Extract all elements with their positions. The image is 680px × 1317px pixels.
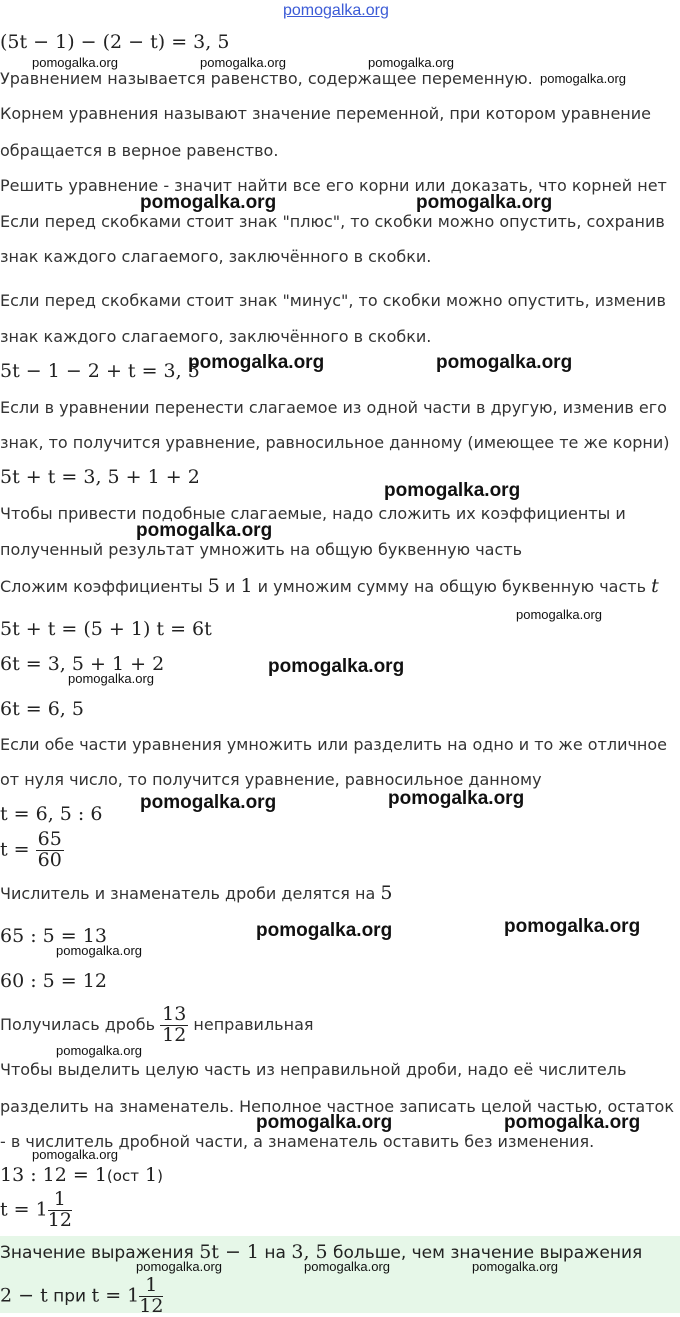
watermark: pomogalka.org xyxy=(256,920,393,941)
site-link[interactable]: pomogalka.org xyxy=(283,2,389,19)
watermark: pomogalka.org xyxy=(416,192,553,213)
answer-expr4: t = 1 xyxy=(91,1284,140,1307)
answer-line2 xyxy=(0,1276,163,1317)
watermark: pomogalka.org xyxy=(540,71,626,86)
combine-line xyxy=(0,575,659,597)
reduce-line xyxy=(0,882,392,904)
step-expand: 5t − 1 − 2 + t = 3, 5 xyxy=(0,360,200,382)
step-combine: 5t + t = (5 + 1) t = 6t xyxy=(0,618,212,640)
plus-rule-line1: Если перед скобками стоит знак "плюс", то скобки можно опустить, сохранив xyxy=(0,212,665,231)
answer-expr3: 2 − t xyxy=(0,1284,48,1307)
fraction-numerator: 65 xyxy=(37,828,62,850)
step-fraction-lhs: t = xyxy=(0,838,30,861)
watermark: pomogalka.org xyxy=(136,520,273,541)
answer-p4: при xyxy=(53,1286,87,1307)
combine-prefix: Сложим коэффициенты xyxy=(0,577,203,596)
watermark: pomogalka.org xyxy=(504,916,641,937)
answer-numerator: 1 xyxy=(139,1276,163,1297)
plus-rule-line2: знак каждого слагаемого, заключённого в скобки. xyxy=(0,247,432,266)
answer-denominator: 12 xyxy=(139,1294,164,1317)
improper-denominator: 12 xyxy=(162,1023,187,1046)
step-transfer: 5t + t = 3, 5 + 1 + 2 xyxy=(0,466,200,488)
watermark: pomogalka.org xyxy=(516,607,602,622)
combine-coef-b: 1 xyxy=(240,575,253,597)
solve-definition: Решить уравнение - значит найти все его корни или доказать, что корней нет xyxy=(0,176,667,195)
divide-rule-line2: от нуля число, то получится уравнение, равносильное данному xyxy=(0,770,542,789)
reduce-value: 5 xyxy=(380,882,393,904)
def-equation: Уравнением называется равенство, содержащее переменную. xyxy=(0,69,533,88)
remainder-value: 1 xyxy=(144,1164,158,1186)
step-whole-expr: 13 : 12 = 1 xyxy=(0,1164,107,1186)
answer-p3: больше, чем значение выражения xyxy=(333,1243,643,1263)
whole-rule-line2: разделить на знаменатель. Неполное частное записать целой частью, остаток xyxy=(0,1097,674,1116)
watermark: pomogalka.org xyxy=(256,1112,393,1133)
watermark: pomogalka.org xyxy=(304,1259,390,1274)
improper-suffix: неправильная xyxy=(193,1014,314,1034)
step-numerator-division: 65 : 5 = 13 xyxy=(0,925,107,947)
watermark: pomogalka.org xyxy=(56,943,142,958)
step-divide: t = 6, 5 : 6 xyxy=(0,803,103,825)
step-constants: 6t = 3, 5 + 1 + 2 xyxy=(0,653,165,675)
like-terms-line1: Чтобы привести подобные слагаемые, надо сложить их коэффициенты и xyxy=(0,504,626,523)
watermark: pomogalka.org xyxy=(188,352,325,373)
def-root-line2: обращается в верное равенство. xyxy=(0,141,279,160)
answer-p2: на xyxy=(264,1243,286,1263)
watermark: pomogalka.org xyxy=(56,1043,142,1058)
improper-line xyxy=(0,1005,314,1046)
whole-rule-line1: Чтобы выделить целую часть из неправильной дроби, надо её числитель xyxy=(0,1060,627,1079)
remainder-close: ) xyxy=(157,1167,163,1185)
combine-and: и xyxy=(224,577,236,596)
step-whole-part xyxy=(0,1164,163,1186)
answer-expr2: 3, 5 xyxy=(291,1241,328,1263)
watermark: pomogalka.org xyxy=(268,656,405,677)
def-root-line1: Корнем уравнения называют значение переменной, при котором уравнение xyxy=(0,104,652,123)
whole-rule-line3: - в числитель дробной части, а знаменатель оставить без изменения. xyxy=(0,1132,595,1151)
like-terms-line2: полученный результат умножить на общую буквенную часть xyxy=(0,540,523,559)
equation-main: (5t − 1) − (2 − t) = 3, 5 xyxy=(0,31,230,53)
step-denominator-division: 60 : 5 = 12 xyxy=(0,970,107,992)
mixed-fraction xyxy=(48,1190,72,1231)
remainder-open: (ост xyxy=(106,1167,139,1185)
combine-coef-a: 5 xyxy=(207,575,220,597)
answer-fraction xyxy=(139,1276,163,1317)
transfer-rule-line2: знак, то получится уравнение, равносильное данному (имеющее те же корни) xyxy=(0,433,670,452)
watermark: pomogalka.org xyxy=(472,1259,558,1274)
fraction-65-60 xyxy=(36,830,64,871)
watermark: pomogalka.org xyxy=(504,1112,641,1133)
fraction-denominator: 60 xyxy=(37,848,62,871)
combine-suffix: и умножим сумму на общую буквенную часть xyxy=(257,577,646,596)
combine-var: t xyxy=(651,575,659,597)
watermark: pomogalka.org xyxy=(136,1259,222,1274)
step-mixed-number xyxy=(0,1190,72,1231)
step-fraction xyxy=(0,830,64,871)
watermark: pomogalka.org xyxy=(384,480,521,501)
mixed-numerator: 1 xyxy=(48,1190,72,1211)
step-simplified: 6t = 6, 5 xyxy=(0,698,84,720)
improper-prefix: Получилась дробь xyxy=(0,1014,156,1034)
minus-rule-line1: Если перед скобками стоит знак "минус", то скобки можно опустить, изменив xyxy=(0,291,666,310)
watermark: pomogalka.org xyxy=(436,352,573,373)
watermark: pomogalka.org xyxy=(68,671,154,686)
improper-numerator: 13 xyxy=(162,1003,187,1025)
answer-expr1: 5t − 1 xyxy=(199,1241,259,1263)
minus-rule-line2: знак каждого слагаемого, заключённого в скобки. xyxy=(0,327,432,346)
mixed-denominator: 12 xyxy=(47,1208,72,1231)
divide-rule-line1: Если обе части уравнения умножить или разделить на одно и то же отличное xyxy=(0,735,668,754)
watermark: pomogalka.org xyxy=(32,55,118,70)
watermark: pomogalka.org xyxy=(32,1147,118,1162)
mixed-lhs: t = 1 xyxy=(0,1198,48,1221)
watermark: pomogalka.org xyxy=(388,788,525,809)
watermark: pomogalka.org xyxy=(140,792,277,813)
fraction-13-12 xyxy=(160,1005,188,1046)
answer-p1: Значение выражения xyxy=(0,1243,194,1263)
watermark: pomogalka.org xyxy=(200,55,286,70)
watermark: pomogalka.org xyxy=(368,55,454,70)
transfer-rule-line1: Если в уравнении перенести слагаемое из одной части в другую, изменив его xyxy=(0,398,667,417)
reduce-prefix: Числитель и знаменатель дроби делятся на xyxy=(0,884,376,903)
watermark: pomogalka.org xyxy=(140,192,277,213)
